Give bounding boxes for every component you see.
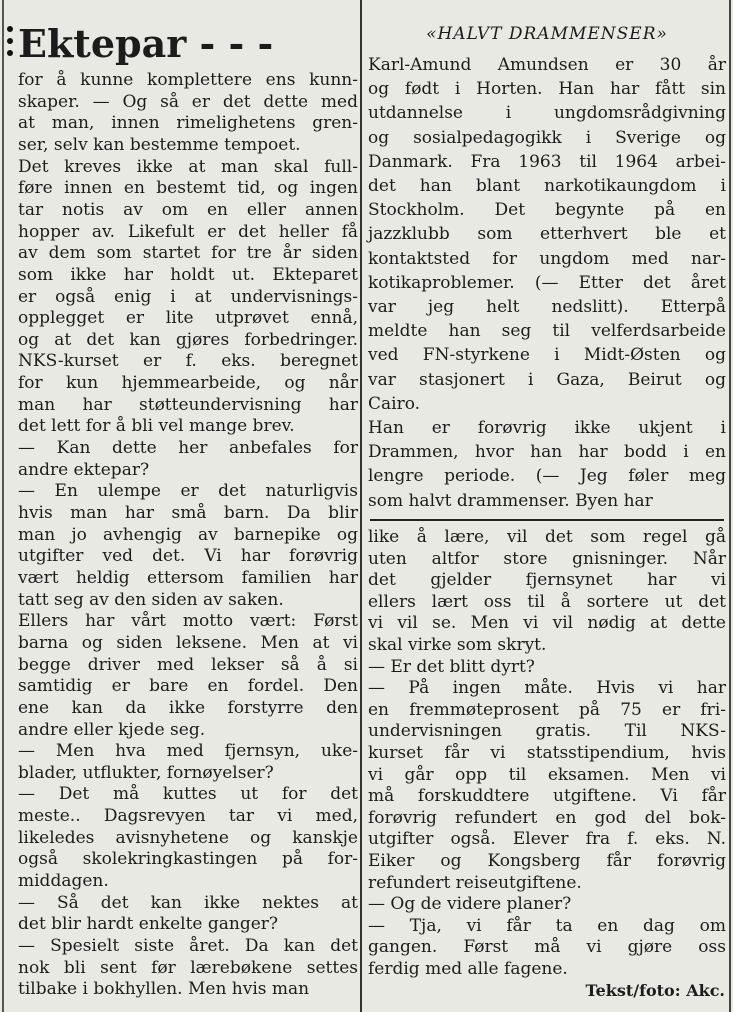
- text-line: ferdig med alle fagene.: [368, 959, 568, 979]
- text-line: NKS-kurset er f. eks. beregnet: [18, 351, 358, 372]
- text-line: — Kan dette her anbefales for: [18, 438, 358, 459]
- text-line: gangen. Først må vi gjøre oss: [368, 937, 726, 958]
- text-line: — Så det kan ikke nektes at: [18, 892, 358, 913]
- text-line: det lett for å bli vel mange brev.: [18, 416, 295, 437]
- text-line: vært heldig ettersom familien har: [18, 567, 358, 588]
- text-line: middagen.: [18, 871, 109, 892]
- text-line: var stasjonert i Gaza, Beirut og: [368, 369, 726, 390]
- text-line: skaper. — Og så er det dette med: [18, 91, 358, 112]
- text-line: føre innen en bestemt tid, og ingen: [18, 178, 358, 199]
- headline: Ektepar - - -: [18, 21, 274, 66]
- text-line: barna og siden leksene. Men at vi: [18, 632, 358, 653]
- text-line: — Det må kuttes ut for det: [18, 784, 358, 805]
- text-line: som ikke har holdt ut. Ekteparet: [18, 264, 358, 285]
- text-line: forøvrig refundert en god del bok-: [368, 807, 726, 828]
- text-line: opplegget er lite utprøvet ennå,: [18, 308, 358, 329]
- text-line: tatt seg av den siden av saken.: [18, 589, 284, 610]
- text-line: Det kreves ikke at man skal full-: [18, 156, 358, 177]
- text-line: — Og de videre planer?: [368, 894, 572, 915]
- text-line: det blir hardt enkelte ganger?: [18, 914, 279, 935]
- text-line: ene kan da ikke forstyrre den: [18, 697, 358, 718]
- text-line: det han blant narkotikaungdom i: [368, 176, 726, 196]
- text-line: utgifter også. Elever fra f. eks. N.: [368, 829, 726, 850]
- text-line: man har støtteundervisning har: [18, 394, 358, 415]
- text-line: ser, selv kan bestemme tempoet.: [18, 134, 301, 155]
- text-line: og sosialpedagogikk i Sverige og: [368, 127, 726, 148]
- text-line: av dem som startet for tre år siden: [18, 243, 358, 264]
- text-line: like å lære, vil det som regel gå: [368, 527, 726, 547]
- text-line: for kun hjemmearbeide, og når: [18, 373, 358, 394]
- text-line: Karl-Amund Amundsen er 30 år: [368, 55, 726, 75]
- page-edge-left: [2, 0, 4, 1012]
- text-line: Han er forøvrig ikke ukjent i: [368, 418, 726, 438]
- text-line: utgifter ved det. Vi har forøvrig: [18, 546, 358, 567]
- text-line: begge driver med lekser så å si: [18, 654, 358, 675]
- text-line: kotikaproblemer. (— Etter det året: [368, 272, 726, 293]
- text-line: — Men hva med fjernsyn, uke-: [18, 741, 358, 762]
- byline: Tekst/foto: Akc.: [585, 981, 725, 1000]
- text-line: undervisningen gratis. Til NKS-: [368, 721, 726, 742]
- text-line: Eiker og Kongsberg får forøvrig: [368, 851, 726, 871]
- text-line: som halvt drammenser. Byen har: [368, 490, 653, 511]
- text-line: — Tja, vi får ta en dag om: [368, 915, 726, 936]
- text-line: blader, utflukter, fornøyelser?: [18, 762, 274, 783]
- text-line: — En ulempe er det naturligvis: [18, 481, 358, 502]
- text-line: hvis man har små barn. Da blir: [18, 503, 358, 523]
- text-line: kontaktsted for ungdom med nar-: [368, 248, 726, 269]
- text-line: utdannelse i ungdomsrådgivning: [368, 103, 726, 124]
- text-line: Ellers har vårt motto vært: Først: [18, 611, 358, 632]
- text-line: jazzklubb som etterhvert ble et: [368, 224, 726, 245]
- text-line: kurset får vi statsstipendium, hvis: [368, 743, 726, 763]
- column-divider: [360, 0, 362, 1012]
- text-line: må forskuddtere utgiftene. Vi får: [368, 786, 726, 807]
- page-edge-right: [729, 0, 731, 1012]
- text-line: nok bli sent før lærebøkene settes: [18, 957, 358, 978]
- text-line: Drammen, hvor han har bodd i en: [368, 442, 726, 463]
- text-line: andre ektepar?: [18, 459, 150, 480]
- text-line: ved FN-styrkene i Midt-Østen og: [368, 345, 726, 366]
- section-kicker: «HALVT DRAMMENSER»: [426, 24, 668, 44]
- text-line: tar notis av om en eller annen: [18, 199, 358, 220]
- text-line: og at det kan gjøres forbedringer.: [18, 329, 358, 350]
- text-line: en fremmøteprosent på 75 er fri-: [368, 699, 726, 720]
- text-line: det gjelder fjernsynet har vi: [368, 570, 726, 591]
- text-line: tilbake i bokhyllen. Men hvis man: [18, 979, 310, 1000]
- text-line: andre eller kjede seg.: [18, 719, 206, 740]
- text-line: og født i Horten. Han har fått sin: [368, 79, 726, 100]
- text-line: er også enig i at undervisnings-: [18, 286, 358, 307]
- section-rule: [370, 519, 724, 521]
- text-line: Cairo.: [368, 393, 421, 414]
- text-line: — På ingen måte. Hvis vi har: [368, 678, 726, 699]
- text-line: meste.. Dagsrevyen tar vi med,: [18, 806, 358, 827]
- text-line: uten altfor store gnisninger. Når: [368, 548, 726, 569]
- text-line: likeledes avisnyhetene og kanskje: [18, 827, 358, 848]
- text-line: — Spesielt siste året. Da kan det: [18, 936, 358, 956]
- text-line: refundert reiseutgiftene.: [368, 872, 582, 893]
- text-line: vi går opp til eksamen. Men vi: [368, 764, 726, 785]
- text-line: Stockholm. Det begynte på en: [368, 200, 726, 221]
- text-line: også skolekringkastingen på for-: [18, 849, 358, 870]
- text-line: meldte han seg til velferdsarbeide: [368, 321, 726, 342]
- text-line: Danmark. Fra 1963 til 1964 arbei-: [368, 151, 726, 172]
- text-line: for å kunne komplettere ens kunn-: [18, 70, 358, 90]
- text-line: man jo avhengig av barnepike og: [18, 524, 358, 545]
- text-line: lengre periode. (— Jeg føler meg: [368, 466, 726, 487]
- headline-bullets: [4, 26, 18, 62]
- text-line: skal virke som skryt.: [368, 635, 547, 655]
- text-line: var jeg helt nedslitt). Etterpå: [368, 297, 726, 317]
- text-line: — Er det blitt dyrt?: [368, 656, 535, 677]
- text-line: ellers lært oss til å sortere ut det: [368, 591, 726, 612]
- text-line: hopper av. Likefult er det heller få: [18, 221, 358, 242]
- text-line: samtidig er bare en fordel. Den: [18, 676, 358, 697]
- text-line: at man, innen rimelighetens gren-: [18, 113, 358, 134]
- text-line: vi vil se. Men vi vil nødig at dette: [368, 613, 726, 634]
